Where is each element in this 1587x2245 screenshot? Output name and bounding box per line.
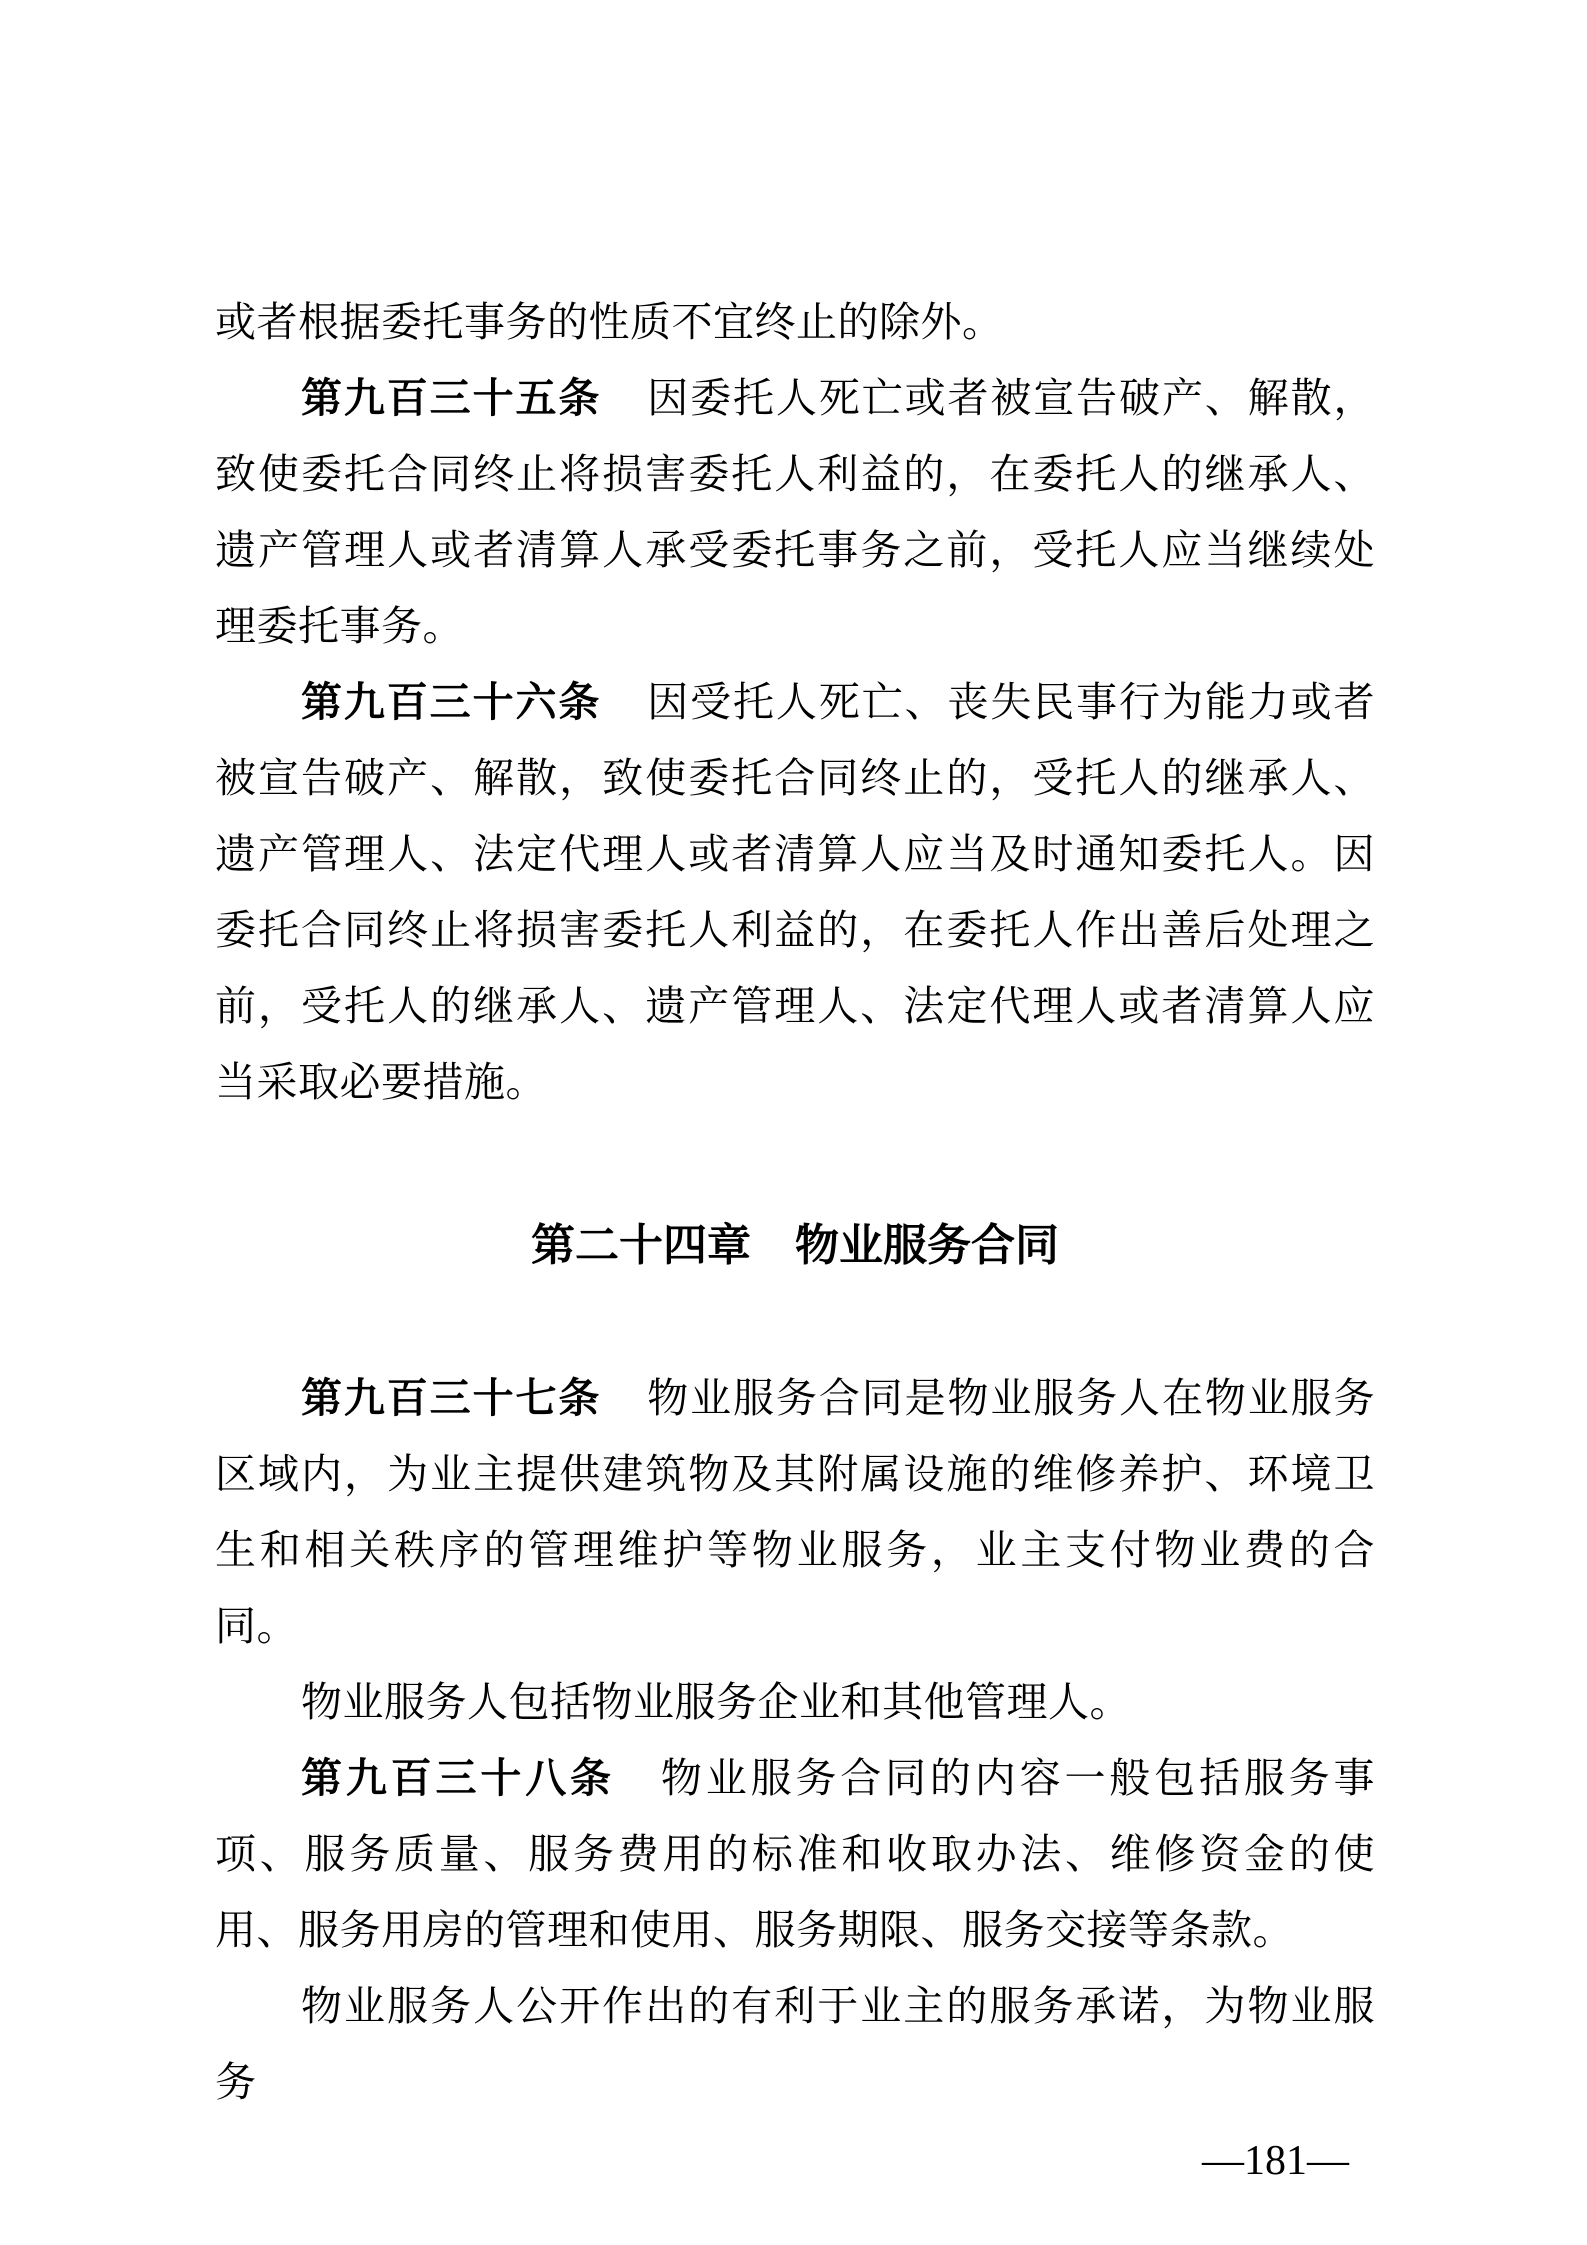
text-block (215, 284, 1375, 2120)
paragraph-text: 因受托人死亡、丧失民事行为能力或者被宣告破产、解散，致使委托合同终止的，受托人的继承人、遗产管理人、法定代理人或者清算人应当及时通知委托人。因委托合同终止将损害委托人利益的，在委托人作出善后处理之前，受托人的继承人、遗产管理人、法定代理人或者清算人应当采取必要措施。 (215, 679, 1376, 1105)
paragraph-text: 物业服务合同的内容一般包括服务事项、服务质量、服务费用的标准和收取办法、维修资金的使用、服务用房的管理和使用、服务期限、服务交接等条款。 (215, 1755, 1376, 1953)
chapter-heading: 第二十四章 物业服务合同 (531, 1221, 1059, 1270)
article-938-paragraph (215, 1740, 1375, 1968)
paragraph-text: 或者根据委托事务的性质不宜终止的除外。 (215, 299, 1004, 345)
article-number: 第九百三十六条 (301, 679, 602, 725)
paragraph-text: 物业服务人公开作出的有利于业主的服务承诺，为物业服务 (215, 1983, 1375, 2105)
article-number: 第九百三十八条 (301, 1755, 615, 1801)
paragraph-text: 因委托人死亡或者被宣告破产、解散，致使委托合同终止将损害委托人利益的，在委托人的继承人、遗产管理人或者清算人承受委托事务之前，受托人应当继续处理委托事务。 (215, 375, 1376, 649)
paragraph (215, 1968, 1375, 2120)
article-number: 第九百三十五条 (301, 375, 602, 421)
article-number: 第九百三十七条 (301, 1375, 602, 1421)
page-number: —181— (1202, 2138, 1349, 2184)
paragraph-text: 物业服务合同是物业服务人在物业服务区域内，为业主提供建筑物及其附属设施的维修养护、环境卫生和相关秩序的管理维护等物业服务，业主支付物业费的合同。 (215, 1375, 1376, 1649)
paragraph (215, 1664, 1375, 1740)
article-935-paragraph (215, 360, 1375, 664)
paragraph-text: 物业服务人包括物业服务企业和其他管理人。 (301, 1679, 1131, 1725)
paragraph-continuation (215, 284, 1375, 360)
article-937-paragraph (215, 1360, 1375, 1664)
article-936-paragraph (215, 664, 1375, 1120)
